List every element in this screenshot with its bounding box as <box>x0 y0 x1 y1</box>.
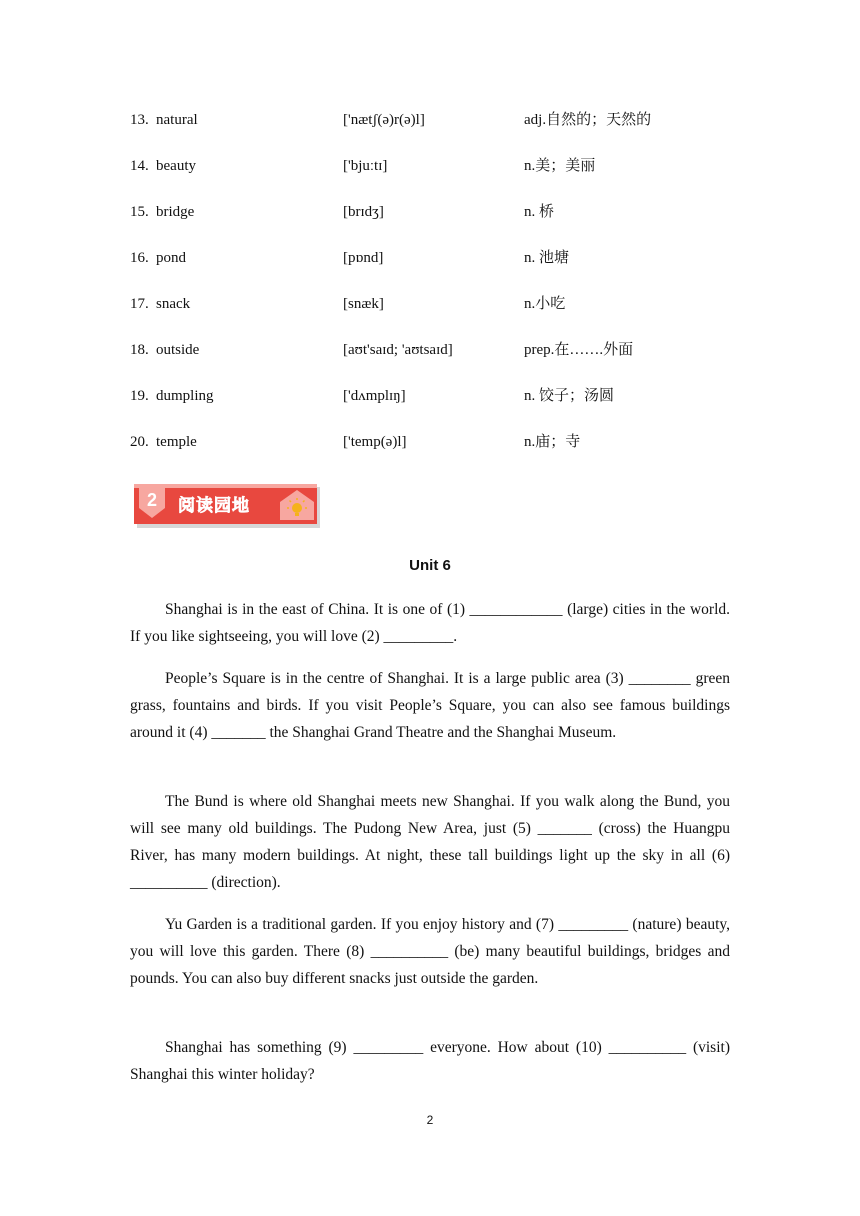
vocab-meaning: prep.在…….外面 <box>524 342 634 358</box>
vocab-word: outside <box>156 342 200 358</box>
vocab-meaning: n. 饺子；汤圆 <box>524 388 615 404</box>
badge-label: 阅读园地 <box>178 496 250 516</box>
passage-paragraph: Shanghai is in the east of China. It is one of (1) ____________ (large) cities in the world. If you like sightseeing, you will love (2) _________. <box>130 601 730 645</box>
vocab-phonetic: ['temp(ə)l] <box>343 434 407 450</box>
vocab-word: dumpling <box>156 388 214 404</box>
passage-paragraph: People’s Square is in the centre of Shanghai. It is a large public area (3) ________ green grass, fountains and birds. If you visit People’s Square, you can also see famous buildings around it (4) _______ the Shanghai Grand Theatre and the Shanghai Museum. <box>130 670 730 741</box>
vocab-word: temple <box>156 434 197 450</box>
vocab-row <box>0 339 860 361</box>
vocab-meaning: adj.自然的；天然的 <box>524 112 652 128</box>
vocab-number: 20. <box>130 434 149 450</box>
vocab-row <box>0 109 860 131</box>
vocab-row <box>0 247 860 269</box>
vocab-row <box>0 155 860 177</box>
passage-paragraph: Yu Garden is a traditional garden. If you enjoy history and (7) _________ (nature) beauty, you will love this garden. There (8) __________ (be) many beautiful buildings, bridges and pounds. You can also buy different snacks just outside the garden. <box>130 916 730 987</box>
vocab-phonetic: ['nætʃ(ə)r(ə)l] <box>343 112 425 128</box>
vocab-row <box>0 293 860 315</box>
vocab-row <box>0 431 860 453</box>
section-badge-graphic <box>134 484 320 528</box>
vocab-number: 17. <box>130 296 149 312</box>
vocab-number: 13. <box>130 112 149 128</box>
passage-paragraph: The Bund is where old Shanghai meets new Shanghai. If you walk along the Bund, you will see many old buildings. The Pudong New Area, just (5) _______ (cross) the Huangpu River, has many modern buildings. At night, these tall buildings light up the sky in all (6) __________ (direction). <box>130 793 730 891</box>
vocab-phonetic: ['bjuːtɪ] <box>343 158 388 174</box>
vocab-number: 15. <box>130 204 149 220</box>
vocab-word: snack <box>156 296 191 312</box>
vocab-number: 18. <box>130 342 149 358</box>
badge-number: 2 <box>146 490 158 510</box>
vocab-meaning: n.庙；寺 <box>524 434 581 450</box>
vocab-number: 14. <box>130 158 149 174</box>
vocab-phonetic: [aʊt'saɪd; 'aʊtsaɪd] <box>343 342 453 358</box>
vocab-phonetic: ['dʌmplɪŋ] <box>343 388 406 404</box>
vocab-word: beauty <box>156 158 196 174</box>
vocab-phonetic: [snæk] <box>343 296 384 312</box>
vocab-phonetic: [pɒnd] <box>343 250 384 266</box>
vocab-meaning: n.小吃 <box>524 296 566 312</box>
vocab-meaning: n. 池塘 <box>524 250 570 266</box>
unit-title: Unit 6 <box>409 557 451 574</box>
vocab-meaning: n. 桥 <box>524 204 555 220</box>
vocab-word: natural <box>156 112 198 128</box>
vocab-row <box>0 201 860 223</box>
section-badge <box>134 484 320 528</box>
vocab-word: bridge <box>156 204 195 220</box>
page-number: 2 <box>426 1113 434 1127</box>
vocab-word: pond <box>156 250 186 266</box>
vocab-meaning: n.美；美丽 <box>524 158 596 174</box>
passage-paragraph: Shanghai has something (9) _________ everyone. How about (10) __________ (visit) Shanghai this winter holiday? <box>130 1039 730 1083</box>
vocab-row <box>0 385 860 407</box>
vocab-number: 19. <box>130 388 149 404</box>
vocab-number: 16. <box>130 250 149 266</box>
vocab-phonetic: [brɪdʒ] <box>343 204 384 220</box>
